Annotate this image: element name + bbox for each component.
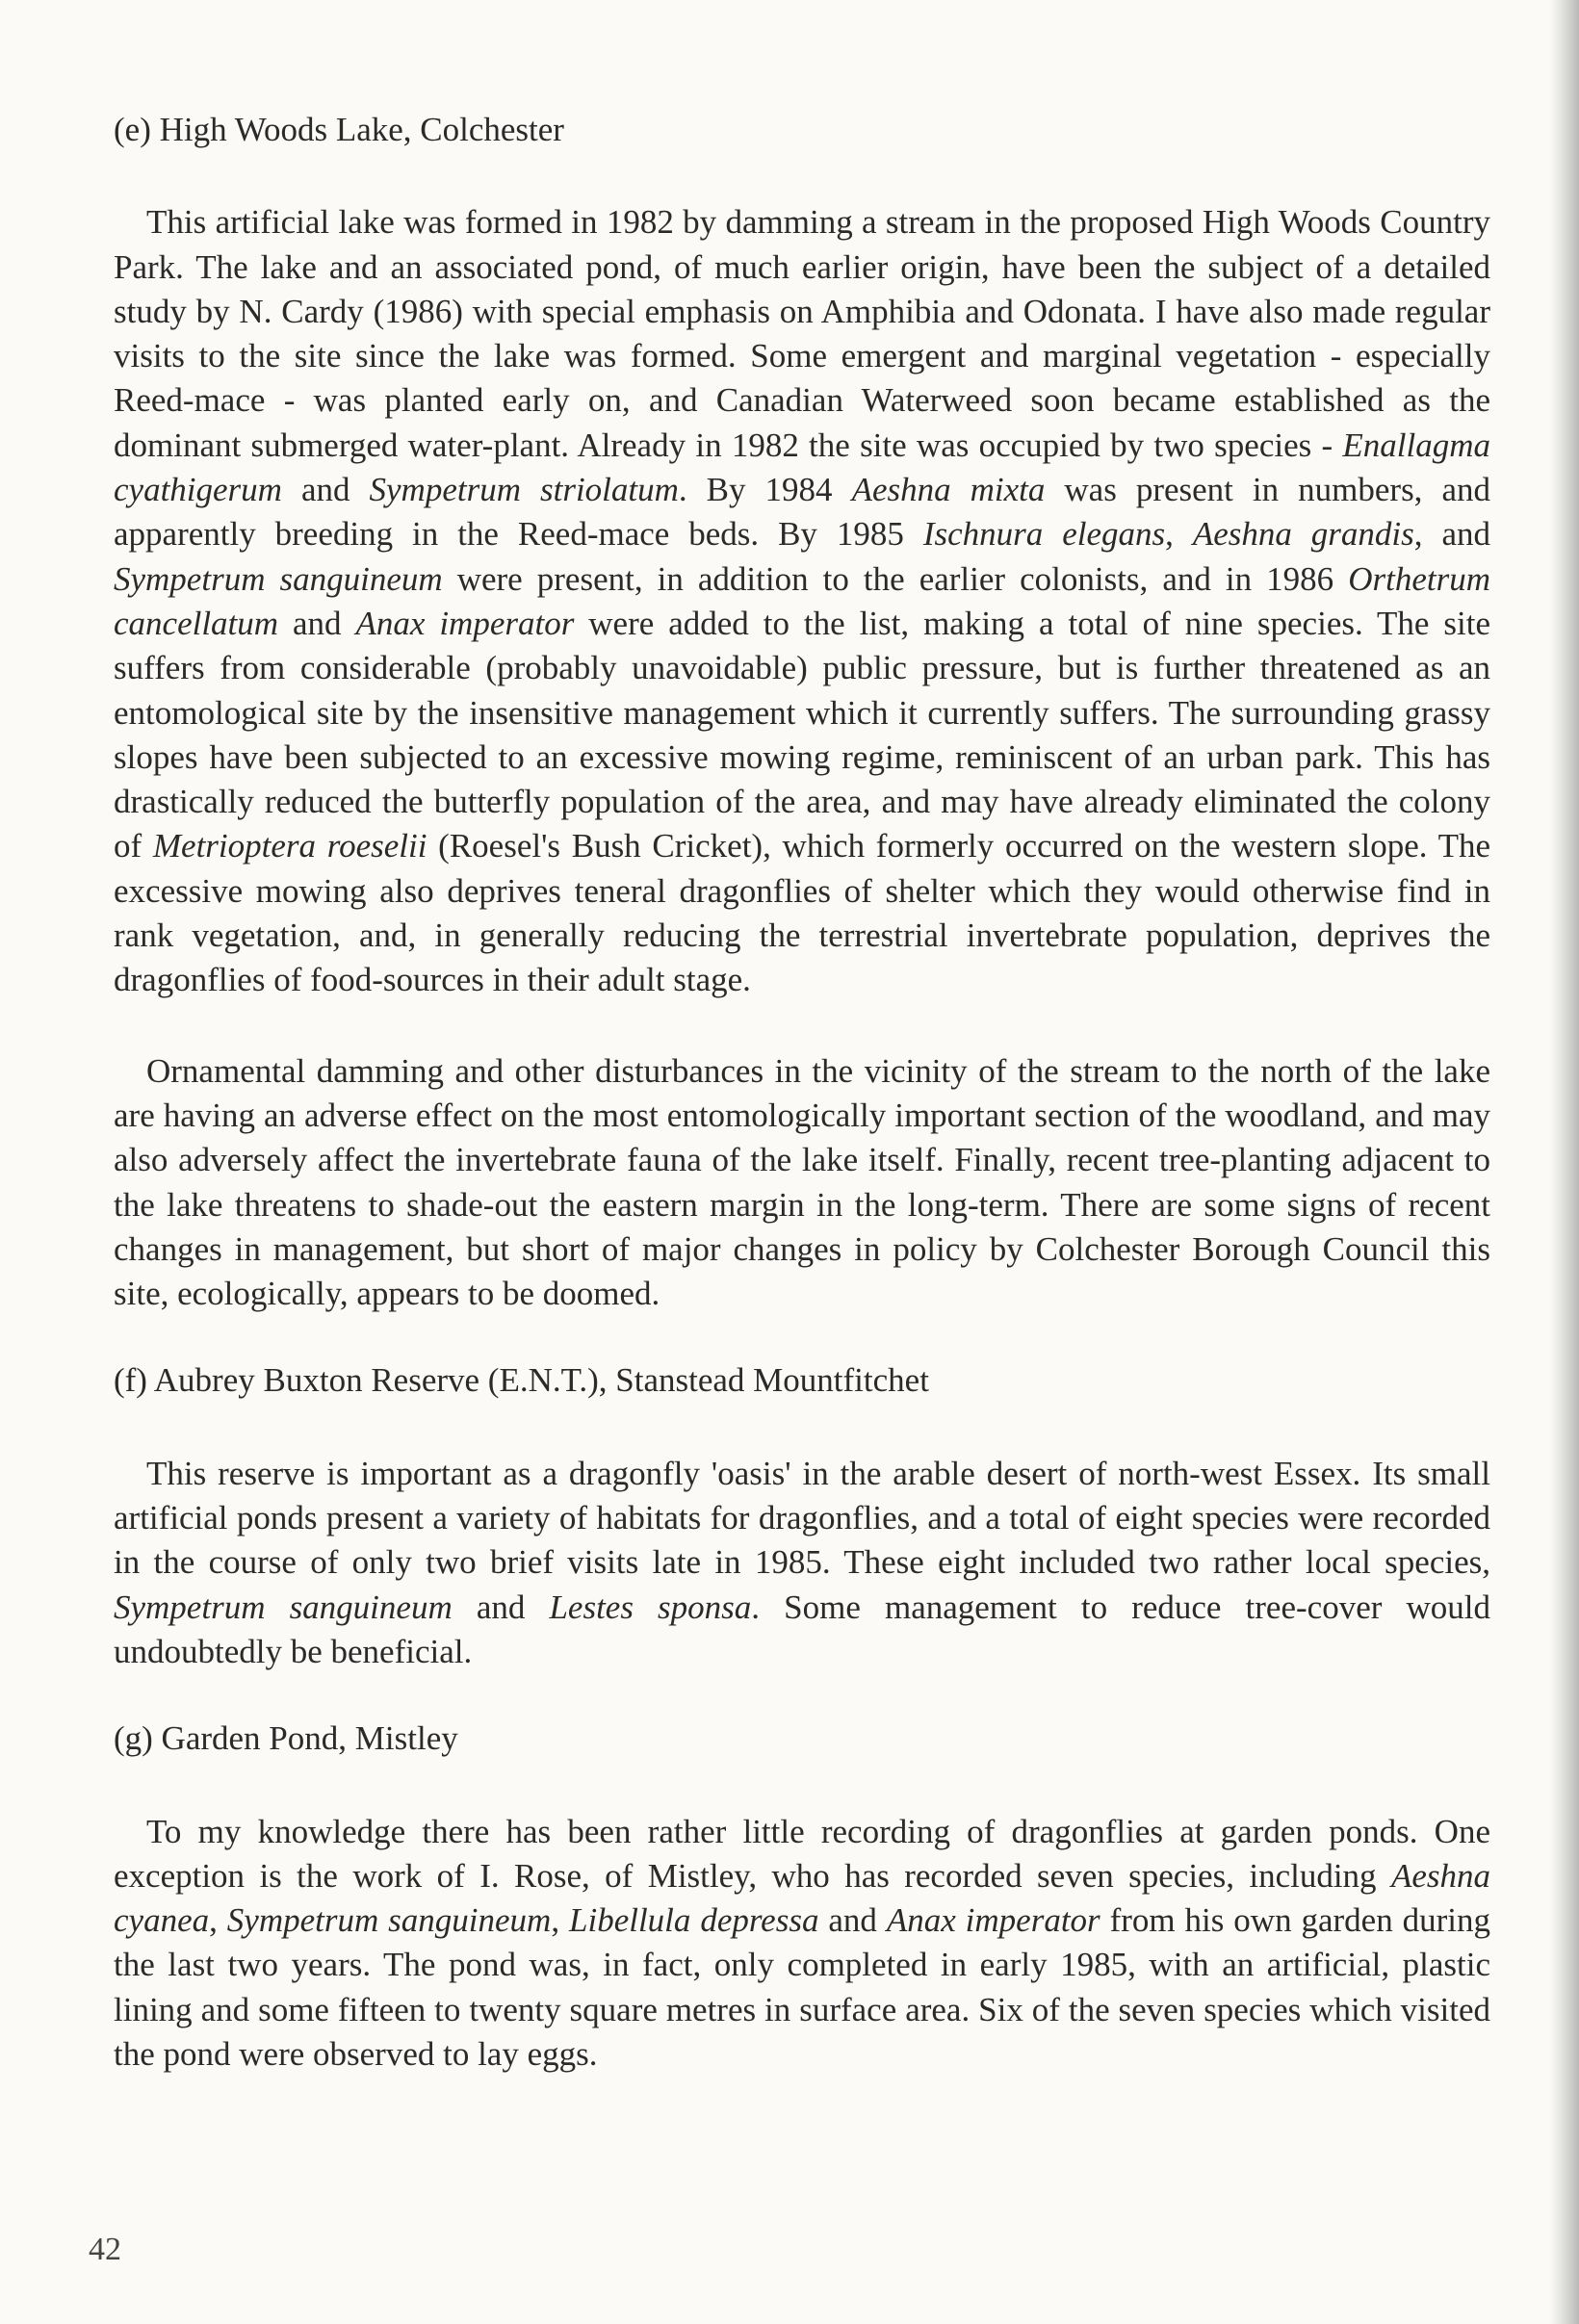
page-edge-shadow (1550, 0, 1579, 2324)
species-name: Libellula depressa (569, 1901, 819, 1940)
section-e-heading: (e) High Woods Lake, Colchester (114, 111, 564, 148)
section-e-paragraph-2: Ornamental damming and other disturbances in the vicinity of the stream to the north of the lake are having an adverse effect on the most entomologically important section of the woodland, and may also adversely affect the invertebrate fauna of the lake itself. Finally, recent tree-planting adjacent to the lake threatens to shade-out the eastern margin in the long-term. There are some signs of recent changes in management, but short of major changes in policy by Colchester Borough Council this site, ecologically, appears to be doomed. (114, 1051, 1490, 1313)
species-name: Aeshna mixta (851, 471, 1046, 509)
page-content (114, 108, 1490, 2077)
section-g-paragraph-1: To my knowledge there has been rather little recording of dragonflies at garden ponds. One exception is the work of I. Rose, of Mistley, who has recorded seven species, including Aeshna cyanea, Sympetrum sanguineum, Libellula depressa and Anax imperator from his own garden during the last two years. The pond was, in fact, only completed in early 1985, with an artificial, plastic lining and some fifteen to twenty square metres in surface area. Six of the seven species which visited the pond were observed to lay eggs. (114, 1812, 1491, 2073)
species-name: Anax imperator (886, 1901, 1100, 1940)
species-name: Sympetrum sanguineum (114, 1588, 453, 1626)
species-name: Orthetrum cancellatum (114, 559, 1490, 642)
page-number: 42 (89, 2232, 121, 2267)
species-name: Enallagma cyathigerum (114, 426, 1490, 509)
species-name: Aeshna grandis (1192, 515, 1414, 554)
species-name: Lestes sponsa (549, 1588, 752, 1626)
species-name: Sympetrum sanguineum (226, 1901, 552, 1940)
species-name: Metrioptera roeselii (152, 827, 427, 865)
species-name: Ischnura elegans (922, 515, 1166, 554)
species-name: Aeshna cyanea (114, 1856, 1490, 1940)
section-e-paragraph-1: This artificial lake was formed in 1982 by damming a stream in the proposed High Woods Country Park. The lake and an associated pond, of much earlier origin, have been the subject of a detailed study by N. Cardy (1986) with special emphasis on Amphibia and Odonata. I have also made regular visits to the site since the lake was formed. Some emergent and marginal vegetation - especially Reed-mace - was planted early on, and Canadian Waterweed soon became established as the dominant submerged water-plant. Already in 1982 the site was occupied by two species - Enallagma cyathigerum and Sympetrum striolatum. By 1984 Aeshna mixta was present in numbers, and apparently breeding in the Reed-mace beds. By 1985 Ischnura elegans, Aeshna grandis, and Sympetrum sanguineum were present, in addition to the earlier colonists, and in 1986 Orthetrum cancellatum and Anax imperator were added to the list, making a total of nine species. The site suffers from considerable (probably unavoidable) public pressure, but is further threatened as an entomological site by the insensitive management which it currently suffers. The surrounding grassy slopes have been subjected to an excessive mowing regime, reminiscent of an urban park. This has drastically reduced the butterfly population of the area, and may have already eliminated the colony of Metrioptera roeselii (Roesel's Bush Cricket), which formerly occurred on the western slope. The excessive mowing also deprives teneral dragonflies of shelter which they would otherwise find in rank vegetation, and, in generally reducing the terrestrial invertebrate population, deprives the dragonflies of food-sources in their adult stage. (114, 203, 1491, 999)
section-f-heading: (f) Aubrey Buxton Reserve (E.N.T.), Stanstead Mountfitchet (114, 1361, 929, 1400)
species-name: Sympetrum striolatum (369, 471, 679, 509)
species-name: Sympetrum sanguineum (114, 559, 443, 598)
species-name: Anax imperator (355, 604, 575, 642)
section-g-heading: (g) Garden Pond, Mistley (114, 1719, 458, 1758)
section-f-paragraph-1: This reserve is important as a dragonfly 'oasis' in the arable desert of north-west Essex. Its small artificial ponds present a variety of habitats for dragonflies, and a total of eight species were recorded in the course of only two brief visits late in 1985. These eight included two rather local species, Sympetrum sanguineum and Lestes sponsa. Some management to reduce tree-cover would undoubtedly be beneficial. (114, 1454, 1490, 1670)
